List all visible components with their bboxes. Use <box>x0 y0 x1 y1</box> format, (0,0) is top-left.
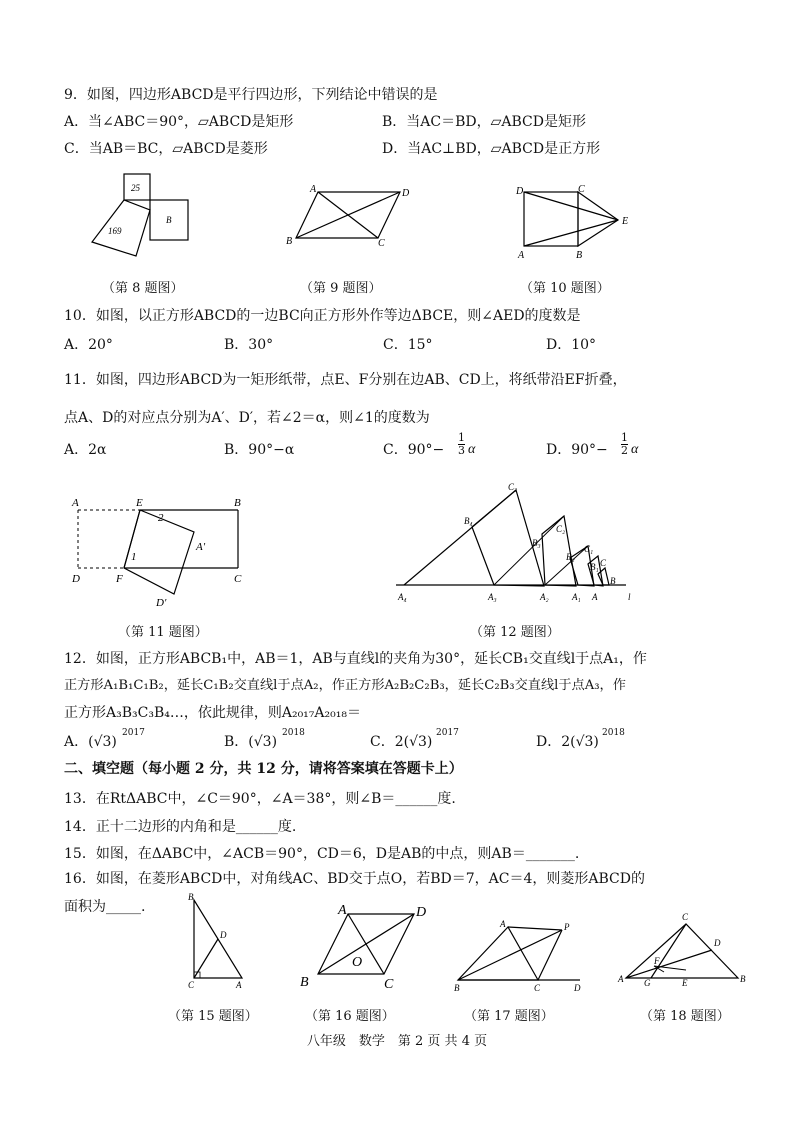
svg-text:l: l <box>628 592 631 602</box>
fig12-caption: （第 12 题图） <box>470 625 560 640</box>
svg-text:D: D <box>72 573 80 585</box>
q9-option-d: D．当AC⊥BD，▱ABCD是正方形 <box>382 141 601 157</box>
section-heading-fill-in: 二、填空题（每小题 2 分，共 12 分，请将答案填在答题卡上） <box>64 761 463 777</box>
figure-16 <box>292 898 442 998</box>
svg-text:G: G <box>644 978 651 988</box>
q11-stem-1: 11．如图，四边形ABCD为一矩形纸带，点E、F分别在边AB、CD上，将纸带沿EF折叠， <box>64 372 627 388</box>
q12-line-2: 正方形A₁B₁C₁B₂，延长C₁B₂交直线l于点A₂，作正方形A₂B₂C₂B₃，延长C₂B₃交直线l于点A₃，作 <box>64 678 626 693</box>
fig10-caption: （第 10 题图） <box>520 281 610 296</box>
svg-text:B: B <box>188 892 194 902</box>
q11-option-b: B．90°−α <box>224 442 295 458</box>
q9-stem: 9．如图，四边形ABCD是平行四边形，下列结论中错误的是 <box>64 87 438 103</box>
svg-text:A: A <box>310 184 317 195</box>
q12-option-d-exp: 2018 <box>602 728 625 738</box>
fig9-caption: （第 9 题图） <box>300 281 382 296</box>
svg-text:C: C <box>682 912 689 922</box>
svg-text:F: F <box>654 956 660 966</box>
q10-option-d: D．10° <box>546 337 597 353</box>
q15: 15．如图，在ΔABC中，∠ACB＝90°，CD＝6，D是AB的中点，则AB＝_______. <box>64 846 580 862</box>
svg-text:D: D <box>416 905 427 920</box>
q12-option-c-exp: 2017 <box>436 728 459 738</box>
svg-text:B: B <box>740 974 746 984</box>
svg-text:F: F <box>116 573 123 585</box>
fig18-caption: （第 18 题图） <box>640 1009 730 1024</box>
svg-text:D: D <box>574 983 581 993</box>
figure-8 <box>80 170 210 270</box>
svg-text:A′: A′ <box>196 541 206 553</box>
figure-9 <box>282 180 412 250</box>
svg-text:B: B <box>234 497 241 509</box>
q16-line-1: 16．如图，在菱形ABCD中，对角线AC、BD交于点O，若BD＝7，AC＝4，则菱形ABCD的 <box>64 871 645 887</box>
q14: 14．正十二边形的内角和是______度. <box>64 819 297 835</box>
svg-text:B: B <box>576 250 583 260</box>
svg-text:A: A <box>618 974 624 984</box>
svg-text:A: A <box>236 980 242 990</box>
svg-text:A: A <box>592 592 598 602</box>
figure-12 <box>390 478 650 608</box>
svg-text:E: E <box>136 497 143 509</box>
q12-option-a-exp: 2017 <box>122 728 145 738</box>
q12-line-3: 正方形A₃B₃C₃B₄…，依此规律，则A₂₀₁₇A₂₀₁₈＝ <box>64 705 361 721</box>
fig17-caption: （第 17 题图） <box>464 1009 554 1024</box>
fig15-caption: （第 15 题图） <box>168 1009 258 1024</box>
svg-text:C: C <box>384 977 394 992</box>
q11-option-c-frac: 1 3 <box>458 431 465 457</box>
fig8-caption: （第 8 题图） <box>102 281 184 296</box>
fig16-caption: （第 16 题图） <box>305 1009 395 1024</box>
fig8-label-left: 169 <box>108 226 122 236</box>
page-footer: 八年级 数学 第 2 页 共 4 页 <box>306 1034 488 1049</box>
fig8-label-right: B <box>166 215 172 225</box>
svg-text:A: A <box>338 903 347 918</box>
q12-option-b-exp: 2018 <box>282 728 305 738</box>
svg-text:E: E <box>682 978 688 988</box>
figure-10 <box>510 180 640 260</box>
svg-text:A₄: A₄ <box>398 592 407 602</box>
q12-line-1: 12．如图，正方形ABCB₁中，AB＝1，AB与直线l的夹角为30°，延长CB₁交直线l于点A₁，作 <box>64 651 647 667</box>
q11-option-c-alpha: α <box>468 442 476 457</box>
svg-text:A₂: A₂ <box>540 592 549 602</box>
svg-text:C: C <box>234 573 242 585</box>
svg-text:D: D <box>714 938 721 948</box>
svg-text:A: A <box>500 919 506 929</box>
q10-option-c: C．15° <box>383 337 433 353</box>
svg-text:A₃: A₃ <box>488 592 497 602</box>
svg-text:C₁: C₁ <box>584 544 594 554</box>
q16-line-2: 面积为_____. <box>64 899 146 915</box>
svg-text:P: P <box>564 922 570 932</box>
fig8-label-top: 25 <box>131 183 140 193</box>
svg-text:D′: D′ <box>156 597 167 609</box>
svg-text:B: B <box>610 576 616 586</box>
figure-15 <box>180 890 260 990</box>
figure-18 <box>616 910 756 990</box>
svg-text:O: O <box>352 955 363 970</box>
svg-text:A₁: A₁ <box>572 592 581 602</box>
svg-text:B₄: B₄ <box>464 516 473 526</box>
q12-option-c: C．2(√3) <box>370 734 433 750</box>
svg-text:C₂: C₂ <box>556 524 566 534</box>
svg-text:1: 1 <box>131 551 137 563</box>
svg-text:B: B <box>300 975 309 990</box>
q9-option-b: B．当AC＝BD，▱ABCD是矩形 <box>382 114 586 130</box>
q12-option-a: A．(√3) <box>64 734 117 750</box>
q10-option-a: A．20° <box>64 337 113 353</box>
svg-text:C: C <box>600 558 607 568</box>
q11-option-d-frac: 1 2 <box>621 431 628 457</box>
svg-text:A: A <box>72 497 79 509</box>
svg-text:2: 2 <box>158 512 164 524</box>
q11-option-d: D．90°− <box>546 442 608 458</box>
svg-text:C₃: C₃ <box>508 482 518 492</box>
q13: 13．在RtΔABC中，∠C＝90°，∠A＝38°，则∠B＝______度. <box>64 791 456 807</box>
fig11-caption: （第 11 题图） <box>118 625 208 640</box>
svg-text:C: C <box>578 184 585 195</box>
svg-text:C: C <box>534 983 541 993</box>
svg-text:B₂: B₂ <box>566 552 575 562</box>
q12-option-b: B．(√3) <box>224 734 278 750</box>
q11-stem-2: 点A、D的对应点分别为A′、D′，若∠2＝α，则∠1的度数为 <box>64 410 430 426</box>
q9-option-a: A．当∠ABC＝90°，▱ABCD是矩形 <box>64 114 294 130</box>
svg-text:D: D <box>516 186 524 197</box>
q11-option-c: C．90°− <box>383 442 445 458</box>
q12-option-d: D．2(√3) <box>536 734 599 750</box>
svg-text:A: A <box>518 250 525 260</box>
svg-text:E: E <box>622 216 629 227</box>
q10-stem: 10．如图，以正方形ABCD的一边BC向正方形外作等边ΔBCE，则∠AED的度数是 <box>64 308 581 324</box>
q9-option-c: C．当AB＝BC，▱ABCD是菱形 <box>64 141 268 157</box>
q10-option-b: B．30° <box>224 337 274 353</box>
svg-text:B: B <box>286 236 293 247</box>
svg-text:B₁: B₁ <box>590 562 599 572</box>
figure-11 <box>66 490 256 610</box>
q11-option-d-alpha: α <box>631 442 639 457</box>
svg-text:B₃: B₃ <box>532 538 541 548</box>
svg-text:B: B <box>454 983 460 993</box>
q11-option-a: A．2α <box>64 442 107 458</box>
figure-17 <box>450 915 590 995</box>
svg-text:C: C <box>378 238 385 249</box>
svg-text:D: D <box>220 930 227 940</box>
svg-text:D: D <box>402 188 410 199</box>
svg-text:C: C <box>188 980 195 990</box>
